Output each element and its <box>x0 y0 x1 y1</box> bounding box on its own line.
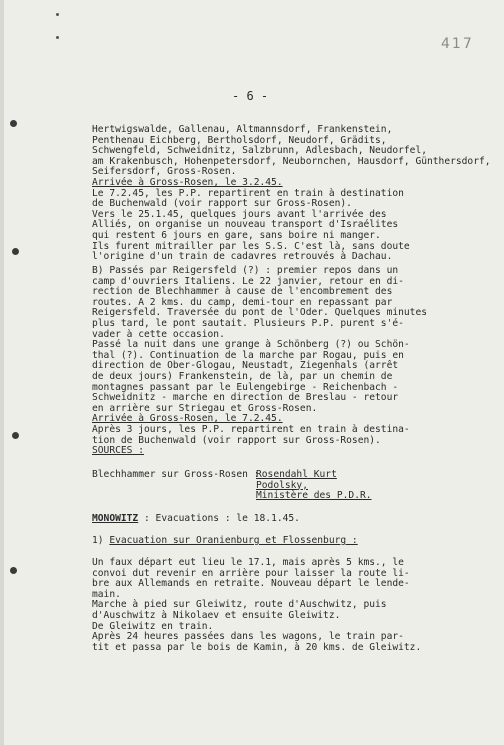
section-number: 1) <box>92 535 104 546</box>
text-line: am Krakenbusch, Hohenpetersdorf, Neubornchen, Hausdorf, Günthersdorf, Seifersdorf, Gross-Rosen. <box>92 155 491 178</box>
text-line: tit et passa par le bois de Kamin, à 20 kms. de Gleiwitz. <box>92 641 422 653</box>
monowitz-label: MONOWITZ <box>92 513 139 524</box>
punch-hole <box>10 567 17 574</box>
text-line: Passé la nuit dans une grange à Schönberg (?) ou Schön- <box>92 339 410 351</box>
punch-hole <box>10 120 17 127</box>
text-line: de Buchenwald (voir rapport sur Gross-Rosen). <box>92 198 352 210</box>
section-title: Evacuation sur Oranienburg et Flossenburg : <box>109 535 358 546</box>
text-line: l'origine d'un train de cadavres retrouvés à Dachau. <box>92 251 393 263</box>
section-heading <box>92 536 494 547</box>
text-line: Schweidnitz - marche en direction de Breslau - retour <box>92 392 399 404</box>
text-line: Hertwigswalde, Gallenau, Altmannsdorf, Frankenstein, <box>92 124 393 135</box>
text-line: montagnes passant par le Eulengebirge - Reichenbach - <box>92 381 399 393</box>
text-line: thal (?). Continuation de la marche par Rogau, puis en <box>92 349 404 361</box>
text-line: Penthenau Eichberg, Bertholsdorf, Neudorf, Grädits, <box>92 134 387 146</box>
text-line: plus tard, le pont sautait. Plusieurs P.P. purent s'é- <box>92 317 404 329</box>
text-line: direction de Ober-Glogau, Neustadt, Ziegenhals (arrêt <box>92 360 399 372</box>
monowitz-heading <box>92 514 494 525</box>
source-name: Rosendahl Kurt <box>256 469 337 480</box>
sources-heading-block <box>92 446 494 457</box>
source-name: Ministère des P.D.R. <box>256 490 372 502</box>
text-line: convoi dut revenir en arrière pour laisser la route li- <box>92 567 410 579</box>
text-line: Marche à pied sur Gleiwitz, route d'Auschwitz, puis <box>92 599 387 611</box>
text-line: Vers le 25.1.45, quelques jours avant l'arrivée des <box>92 208 387 220</box>
text-line: Alliés, on organise un nouveau transport d'Israélites <box>92 219 399 231</box>
page-edge-shadow <box>0 0 4 745</box>
paragraph-evacuation <box>92 558 494 653</box>
text-line: Ils furent mitrailler par les S.S. C'est là, sans doute <box>92 240 410 252</box>
sources-names <box>256 470 486 502</box>
text-line: vader à cette occasion. <box>92 328 225 340</box>
text-line: Après 3 jours, les P.P. repartirent en train à destina- <box>92 423 410 435</box>
text-line: routes. A 2 kms. du camp, demi-tour en repassant par <box>92 296 393 308</box>
ink-speck <box>56 13 59 16</box>
text-line: bre aux Allemands en retraite. Nouveau départ le lende- <box>92 578 410 590</box>
sources-heading: SOURCES : <box>92 445 144 456</box>
page-number: - 6 - <box>232 89 269 103</box>
text-line: d'Auschwitz à Nikolaev et ensuite Gleiwitz. <box>92 609 341 621</box>
arrival-line: Arrivée à Gross-Rosen, le 3.2.45. <box>92 176 283 188</box>
arrival-line: Arrivée à Gross-Rosen, le 7.2.45. <box>92 413 283 425</box>
text-line: qui restent 6 jours en gare, sans boire ni manger. <box>92 229 381 241</box>
ink-speck <box>56 36 59 39</box>
punch-hole <box>12 432 19 439</box>
text-line: tion de Buchenwald (voir rapport sur Gross-Rosen). <box>92 434 381 446</box>
paragraph-places <box>92 125 494 263</box>
text-line: camp d'ouvriers Italiens. Le 22 janvier, retour en di- <box>92 275 404 287</box>
text-line: Le 7.2.45, les P.P. repartirent en train à destination <box>92 187 404 199</box>
sources-label: Blechhammer sur Gross-Rosen : <box>92 469 260 480</box>
monowitz-rest: : Evacuations : le 18.1.45. <box>138 513 300 524</box>
source-name: Podolsky, <box>256 479 308 491</box>
text-line: Reigersfeld. Traversée du pont de l'Oder. Quelques minutes <box>92 307 428 319</box>
text-line: rection de Blechhammer à cause de l'encombrement des <box>92 286 393 298</box>
text-line: Après 24 heures passées dans les wagons, le train par- <box>92 631 404 643</box>
text-line: De Gleiwitz en train. <box>92 620 214 632</box>
punch-hole <box>12 248 19 255</box>
text-line: Schwengfeld, Schweidnitz, Salzbrunn, Adlesbach, Neudorfel, <box>92 145 428 157</box>
paragraph-route-b <box>92 266 494 446</box>
text-line: de deux jours) Frankenstein, de là, par un chemin de <box>92 370 393 382</box>
text-line: main. <box>92 588 121 600</box>
folio-number: 417 <box>441 36 474 52</box>
text-line: B) Passés par Reigersfeld (?) : premier repos dans un <box>92 265 399 276</box>
text-line: en arrière sur Striegau et Gross-Rosen. <box>92 402 318 414</box>
text-line: Un faux départ eut lieu le 17.1, mais après 5 kms., le <box>92 557 404 568</box>
